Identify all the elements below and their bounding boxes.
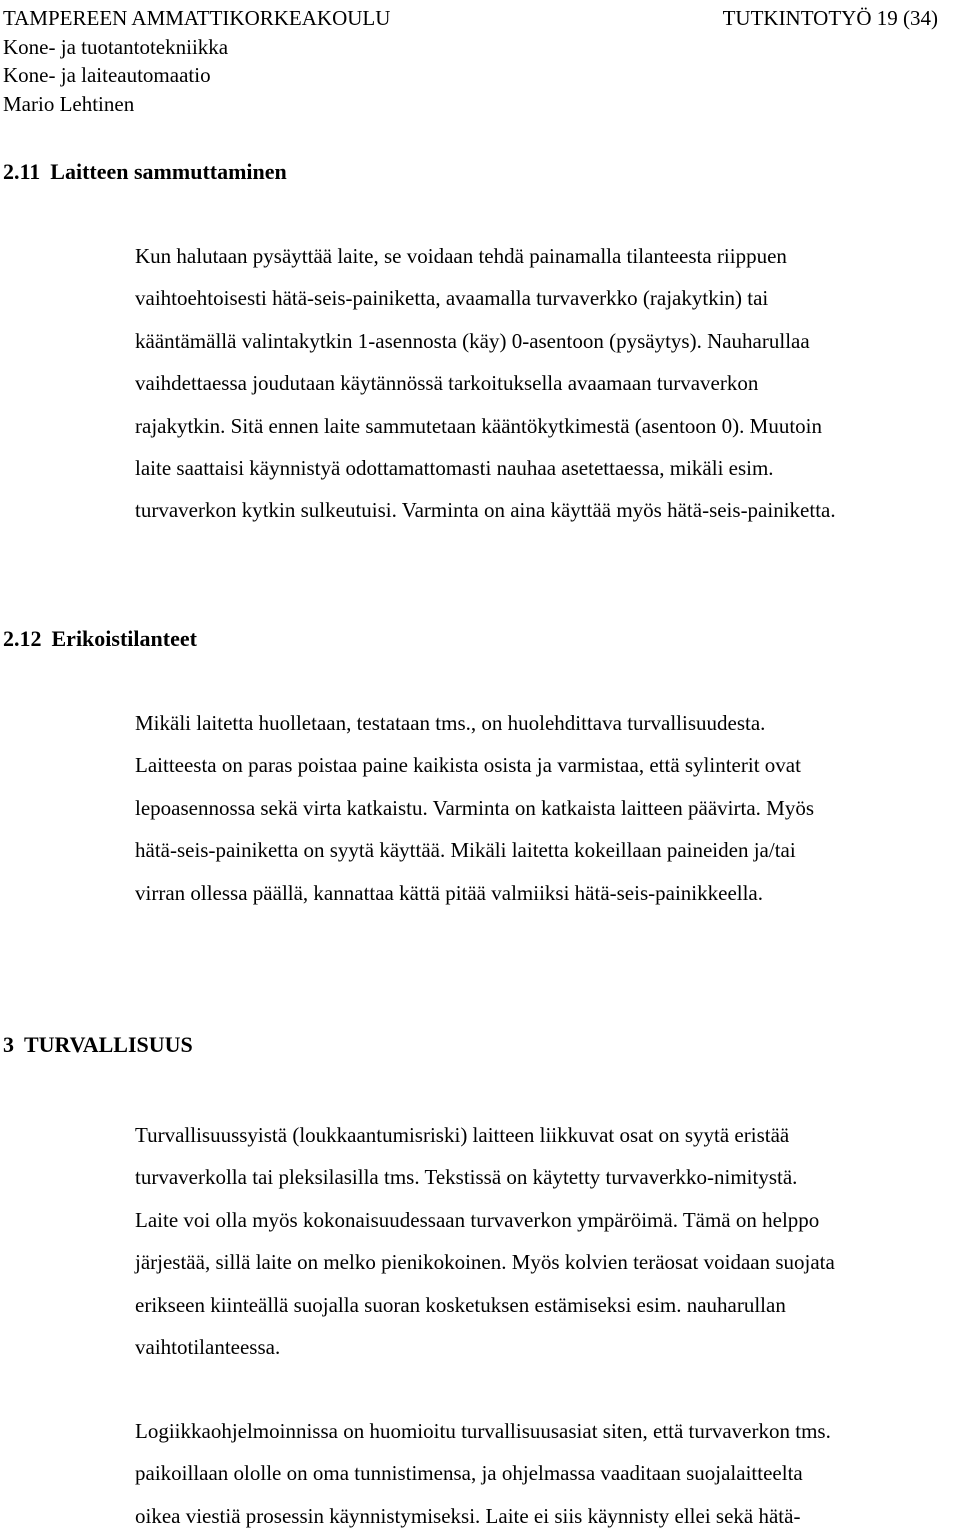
header-institution: TAMPEREEN AMMATTIKORKEAKOULU xyxy=(3,6,391,30)
paragraph-line: turvaverkon kytkin sulkeutuisi. Varminta on aina käyttää myös hätä-seis-painiketta. xyxy=(135,498,836,523)
paragraph-line: oikea viestiä prosessin käynnistymiseksi. Laite ei siis käynnisty ellei sekä hätä- xyxy=(135,1503,801,1528)
header-doc-type: TUTKINTOTYÖ xyxy=(722,6,872,30)
paragraph xyxy=(135,235,960,532)
section-title: TURVALLISUUS xyxy=(24,1032,193,1057)
paragraph-line: vaihtotilanteessa. xyxy=(135,1335,281,1360)
paragraph-line: kääntämällä valintakytkin 1-asennosta (käy) 0-asentoon (pysäytys). Nauharullaa xyxy=(135,328,810,353)
paragraph-line: lepoasennossa sekä virta katkaistu. Varminta on katkaista laitteen päävirta. Myös xyxy=(135,795,815,820)
paragraph-line: Mikäli laitetta huolletaan, testataan tms., on huolehdittava turvallisuudesta. xyxy=(135,711,766,735)
paragraph-line: Kun halutaan pysäyttää laite, se voidaan tehdä painamalla tilanteesta riippuen xyxy=(135,244,787,268)
section-heading xyxy=(3,625,197,653)
section-number: 3 xyxy=(3,1032,14,1057)
paragraph-line: virran ollessa päällä, kannattaa kättä pitää valmiiksi hätä-seis-painikkeella. xyxy=(135,880,764,905)
paragraph-line: Laite voi olla myös kokonaisuudessaan turvaverkon ympäröimä. Tämä on helppo xyxy=(135,1207,820,1232)
header-doc-info xyxy=(723,4,938,33)
section-title: Erikoistilanteet xyxy=(51,626,197,651)
paragraph-line: paikoillaan ololle on oma tunnistimensa, ja ohjelmassa vaaditaan suojalaitteelta xyxy=(135,1461,803,1486)
section-number: 2.12 xyxy=(3,626,42,651)
header-author: Mario Lehtinen xyxy=(3,91,135,116)
paragraph-line: hätä-seis-painiketta on syytä käyttää. Mikäli laitetta kokeillaan paineiden ja/tai xyxy=(135,838,796,863)
paragraph-line: turvaverkolla tai pleksilasilla tms. Tekstissä on käytetty turvaverkko-nimitystä. xyxy=(135,1165,798,1190)
paragraph-line: vaihtoehtoisesti hätä-seis-painiketta, avaamalla turvaverkko (rajakytkin) tai xyxy=(135,286,769,311)
paragraph-line: erikseen kiinteällä suojalla suoran kosketuksen estämiseksi esim. nauharullan xyxy=(135,1292,786,1317)
header-department: Kone- ja tuotantotekniikka xyxy=(3,34,229,59)
section-title: Laitteen sammuttaminen xyxy=(50,159,287,184)
paragraph-line: järjestää, sillä laite on melko pienikokoinen. Myös kolvien teräosat voidaan suojata xyxy=(135,1250,835,1275)
paragraph xyxy=(135,1114,960,1368)
paragraph-line: laite saattaisi käynnistyä odottamattomasti nauhaa asetettaessa, mikäli esim. xyxy=(135,456,774,481)
paragraph-line: Logiikkaohjelmoinnissa on huomioitu turvallisuusasiat siten, että turvaverkon tms. xyxy=(135,1419,831,1443)
paragraph xyxy=(135,1410,960,1537)
section-number: 2.11 xyxy=(3,159,41,184)
paragraph-line: vaihdettaessa joudutaan käytännössä tarkoituksella avaamaan turvaverkon xyxy=(135,371,759,396)
paragraph-line: rajakytkin. Sitä ennen laite sammutetaan kääntökytkimestä (asentoon 0). Muutoin xyxy=(135,413,822,438)
paragraph-line: Turvallisuussyistä (loukkaantumisriski) laitteen liikkuvat osat on syytä eristää xyxy=(135,1123,790,1147)
paragraph-line: Laitteesta on paras poistaa paine kaikista osista ja varmistaa, että sylinterit ovat xyxy=(135,753,801,778)
page-header xyxy=(3,4,938,118)
section-heading xyxy=(3,158,287,186)
header-program: Kone- ja laiteautomaatio xyxy=(3,63,211,87)
paragraph xyxy=(135,702,960,914)
section-heading xyxy=(3,1031,193,1059)
header-page-number: 19 (34) xyxy=(876,6,938,30)
header-top-row xyxy=(3,4,938,33)
